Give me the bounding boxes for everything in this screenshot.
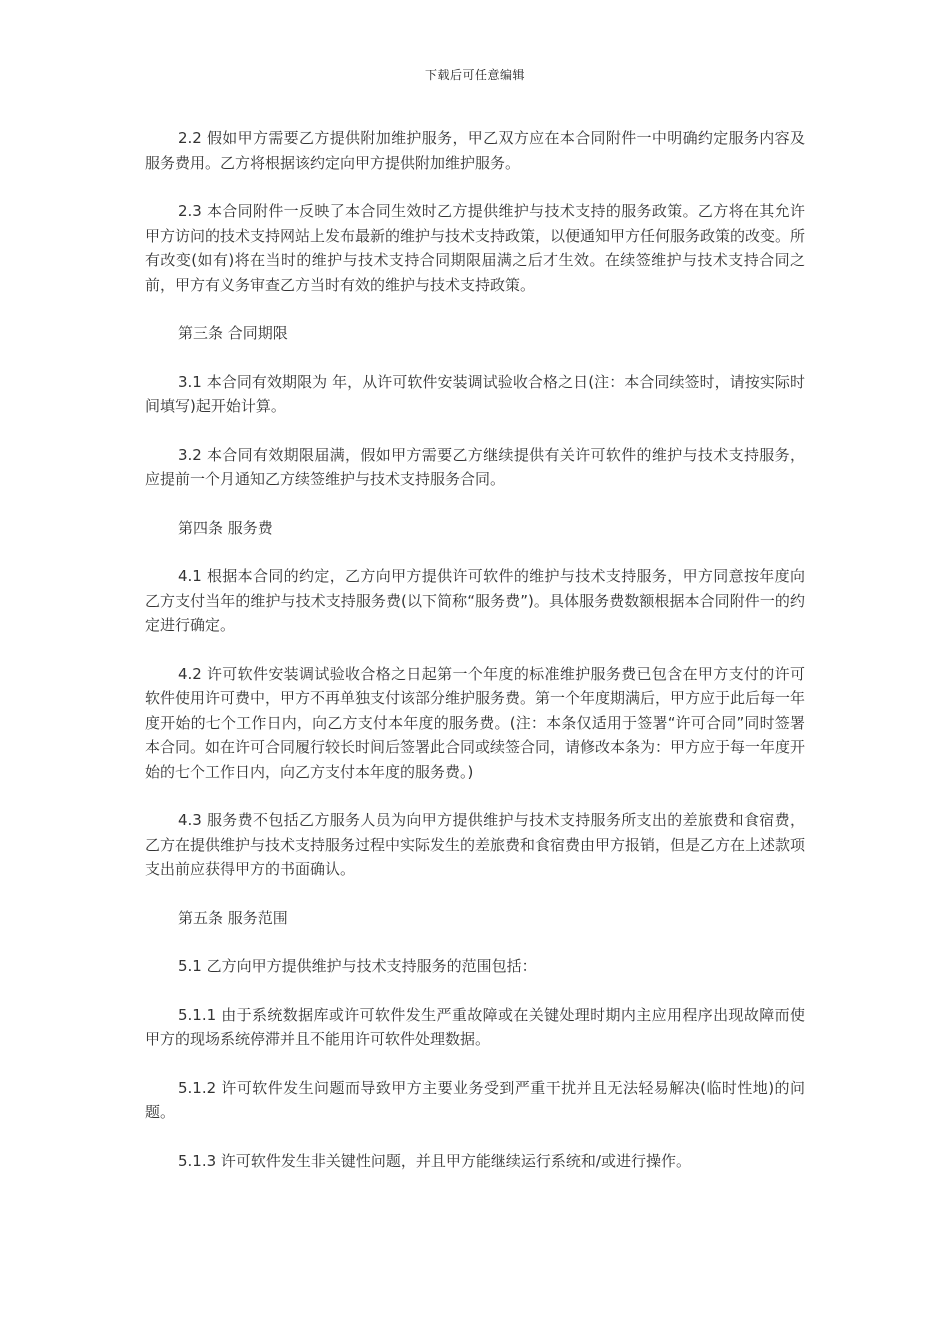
clause-5-1: 5.1 乙方向甲方提供维护与技术支持服务的范围包括： bbox=[178, 957, 537, 975]
document-body bbox=[145, 126, 805, 1197]
clause-4-2: 4.2 许可软件安装调试验收合格之日起第一个年度的标准维护服务费已包含在甲方支付的许可软件使用许可费中，甲方不再单独支付该部分维护服务费。第一个年度期满后，甲方应于此后每一年度开始的七个工作日内，向乙方支付本年度的服务费。(注：本条仅适用于签署“许可合同”同时签署本合同。如在许可合同履行较长时间后签署此合同或续签合同，请修改本条为：甲方应于每一年度开始的七个工作日内，向乙方支付本年度的服务费。) bbox=[145, 664, 806, 781]
clause-5-1-2: 5.1.2 许可软件发生问题而导致甲方主要业务受到严重干扰并且无法轻易解决(临时性地)的问题。 bbox=[145, 1078, 805, 1121]
article-3-heading: 第三条 合同期限 bbox=[178, 324, 288, 342]
clause-5-1-3: 5.1.3 许可软件发生非关键性问题，并且甲方能继续运行系统和/或进行操作。 bbox=[178, 1151, 691, 1170]
article-5-heading: 第五条 服务范围 bbox=[178, 908, 288, 927]
clause-2-2: 2.2 假如甲方需要乙方提供附加维护服务，甲乙双方应在本合同附件一中明确约定服务内容及服务费用。乙方将根据该约定向甲方提供附加维护服务。 bbox=[145, 129, 805, 172]
clause-2-3: 2.3 本合同附件一反映了本合同生效时乙方提供维护与技术支持的服务政策。乙方将在其允许甲方访问的技术支持网站上发布最新的维护与技术支持政策，以便通知甲方任何服务政策的改变。所有改变(如有)将在当时的维护与技术支持合同期限届满之后才生效。在续签维护与技术支持合同之前，甲方有义务审查乙方当时有效的维护与技术支持政策。 bbox=[145, 202, 806, 294]
page-header: 下载后可任意编辑 bbox=[424, 68, 525, 82]
clause-5-1-1: 5.1.1 由于系统数据库或许可软件发生严重故障或在关键处理时期内主应用程序出现故障而使甲方的现场系统停滞并且不能用许可软件处理数据。 bbox=[145, 1005, 805, 1048]
clause-4-3: 4.3 服务费不包括乙方服务人员为向甲方提供维护与技术支持服务所支出的差旅费和食宿费，乙方在提供维护与技术支持服务过程中实际发生的差旅费和食宿费由甲方报销，但是乙方在上述款项支出前应获得甲方的书面确认。 bbox=[145, 811, 806, 878]
article-4-heading: 第四条 服务费 bbox=[178, 518, 273, 537]
clause-3-2: 3.2 本合同有效期限届满，假如甲方需要乙方继续提供有关许可软件的维护与技术支持服务，应提前一个月通知乙方续签维护与技术支持服务合同。 bbox=[145, 445, 805, 488]
clause-4-1: 4.1 根据本合同的约定，乙方向甲方提供许可软件的维护与技术支持服务，甲方同意按年度向乙方支付当年的维护与技术支持服务费(以下简称“服务费”)。具体服务费数额根据本合同附件一的约定进行确定。 bbox=[145, 567, 805, 634]
clause-3-1: 3.1 本合同有效期限为 年，从许可软件安装调试验收合格之日(注：本合同续签时，请按实际时间填写)起开始计算。 bbox=[145, 372, 805, 415]
